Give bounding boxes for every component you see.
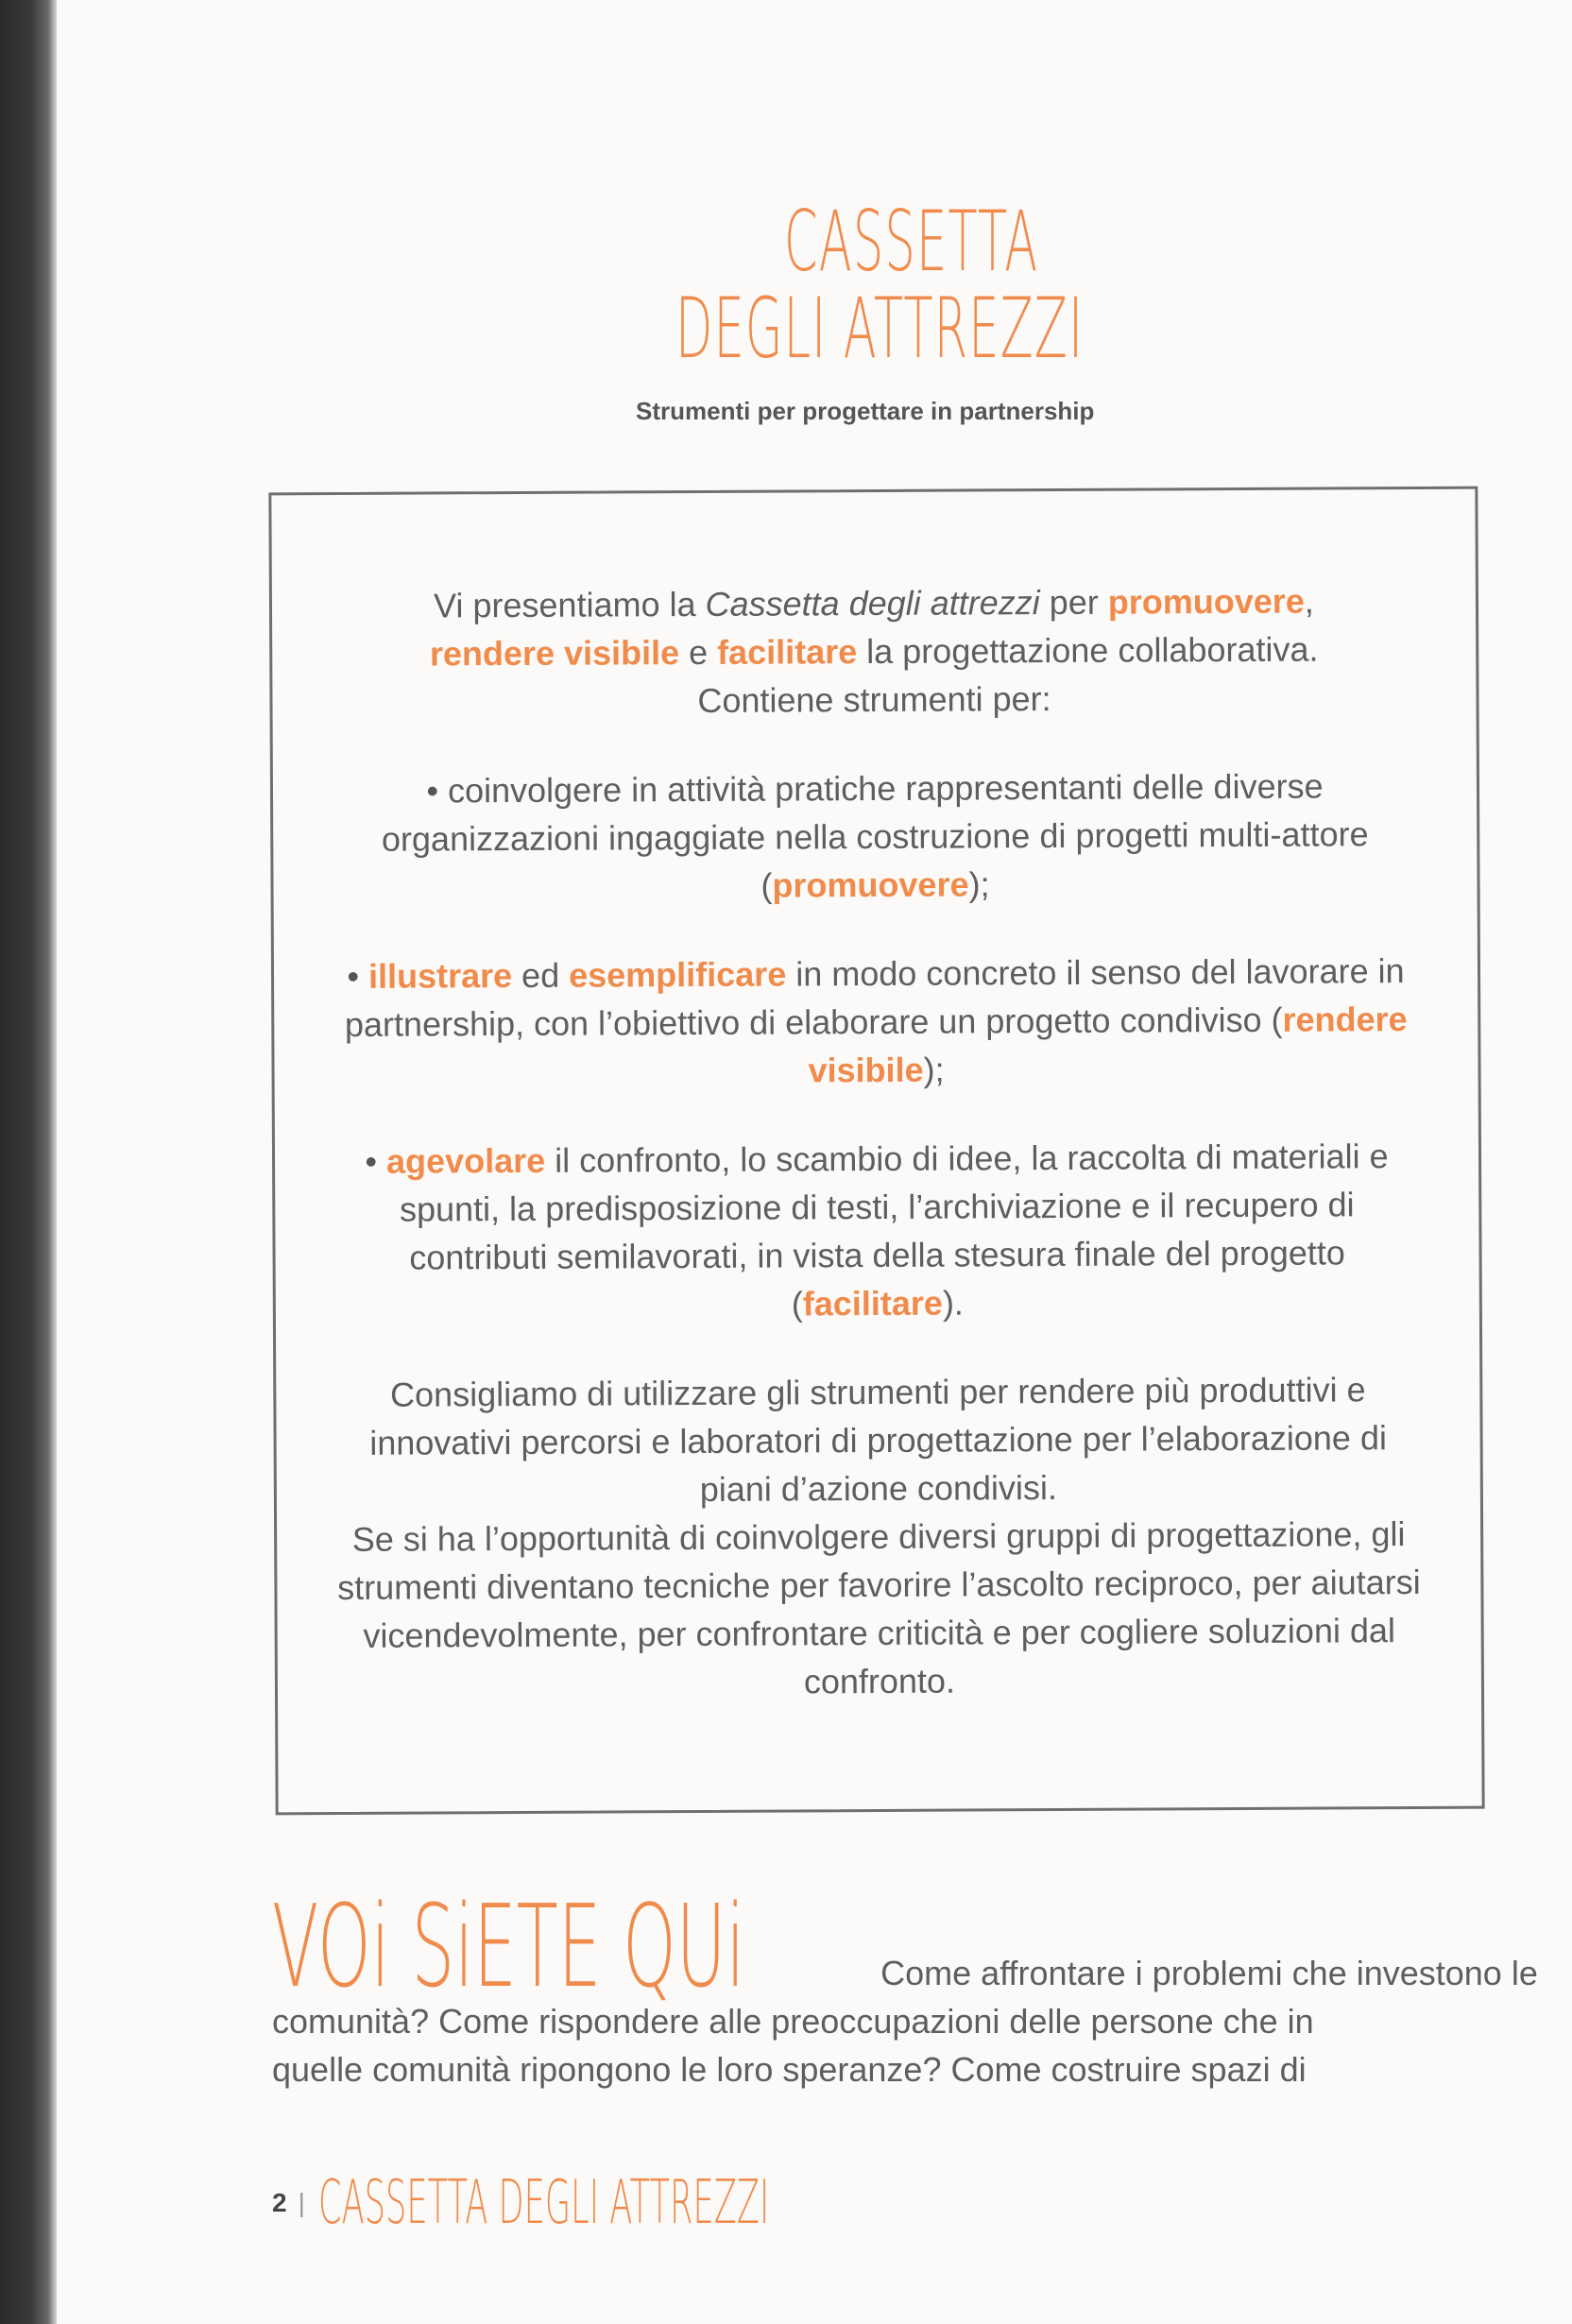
highlight-promuovere: promuovere xyxy=(1107,581,1305,622)
intro-text: la progettazione collaborativa. xyxy=(857,629,1319,672)
bullet-text: ); xyxy=(968,864,990,904)
intro-box-content xyxy=(329,576,1425,1708)
bullet-icon: • xyxy=(347,956,360,996)
bullet-text: in modo concreto il senso del lavorare in partnership, con l’obiettivo di elaborare un progetto condiviso ( xyxy=(344,951,1405,1044)
intro-text: Contiene strumenti per: xyxy=(697,679,1051,720)
bullet-text: coinvolgere in attività pratiche rappresentanti delle diverse organizzazioni ingaggiate nella costruzione di progetti multi-attore ( xyxy=(381,766,1369,905)
bullet-item-3 xyxy=(332,1132,1423,1330)
highlight-facilitare: facilitare xyxy=(802,1283,943,1324)
highlight-facilitare: facilitare xyxy=(717,632,858,672)
closing-text-1: Consigliamo di utilizzare gli strumenti per rendere più produttivi e innovativi percorsi e laboratori di progettazione per l’elaborazione di piani d’azione condivisi. xyxy=(369,1370,1388,1509)
title-line-2: DEGLI ATTREZZI xyxy=(675,280,1085,377)
bullet-text: ); xyxy=(923,1050,945,1089)
highlight-agevolare: agevolare xyxy=(385,1140,546,1181)
page-title xyxy=(605,193,1171,377)
bullet-text: ed xyxy=(511,955,570,996)
bullet-text: il confronto, lo scambio di idee, la raccolta di materiali e spunti, la predisposizione di testi, l’archiviazione e il recupero di contributi semilavorati, in vista della stesura finale del progetto ( xyxy=(399,1136,1389,1324)
voi-siete-qui-section xyxy=(272,1882,1538,2093)
highlight-rendere-visibile: rendere visibile xyxy=(808,1000,1408,1090)
intro-box xyxy=(268,487,1484,1816)
highlight-illustrare: illustrare xyxy=(367,956,513,996)
bullet-item-1 xyxy=(330,761,1421,912)
voi-text-line-2: comunità? Come rispondere alle preoccupazioni delle persone che in xyxy=(272,2002,1314,2041)
voi-text-line-3: quelle comunità ripongono le loro speranze? Come costruire spazi di xyxy=(272,2050,1307,2089)
voi-text-line-1: Come affrontare i problemi che investono le xyxy=(880,1954,1538,1992)
intro-text: Vi presentiamo la xyxy=(433,584,706,625)
highlight-promuovere: promuovere xyxy=(772,864,969,905)
footer-title: CASSETTA DEGLI ATTREZZI xyxy=(317,2168,770,2238)
intro-text: e xyxy=(678,632,718,673)
highlight-rendere-visibile: rendere visibile xyxy=(429,633,680,674)
closing-paragraph xyxy=(333,1365,1425,1708)
voi-first-line xyxy=(272,1882,1538,2013)
page-footer xyxy=(272,2168,1138,2238)
intro-italic-title: Cassetta degli attrezzi xyxy=(705,583,1040,624)
highlight-esemplificare: esemplificare xyxy=(569,954,787,995)
bullet-icon: • xyxy=(365,1141,378,1181)
page-number: 2 xyxy=(272,2188,287,2217)
bullet-text: ). xyxy=(942,1283,964,1323)
page-subtitle: Strumenti per progettare in partnership xyxy=(636,397,1095,425)
title-line-1: CASSETTA xyxy=(784,193,1039,290)
footer-separator: | xyxy=(298,2188,305,2217)
bullet-icon: • xyxy=(426,771,439,811)
closing-text-2: Se si ha l’opportunità di coinvolgere diversi gruppi di progettazione, gli strumenti diventano tecniche per favorire l’ascolto reciproco, per aiutarsi vicendevolmente, per confrontare criticità e per cogliere soluzioni dal confronto. xyxy=(337,1514,1421,1701)
intro-paragraph xyxy=(329,576,1420,726)
book-spine-shadow xyxy=(0,0,57,2324)
intro-text: , xyxy=(1304,581,1314,621)
bullet-item-2 xyxy=(331,947,1422,1097)
section-heading: VOi SiETE QUi xyxy=(272,1882,745,2013)
intro-text: per xyxy=(1039,582,1108,623)
